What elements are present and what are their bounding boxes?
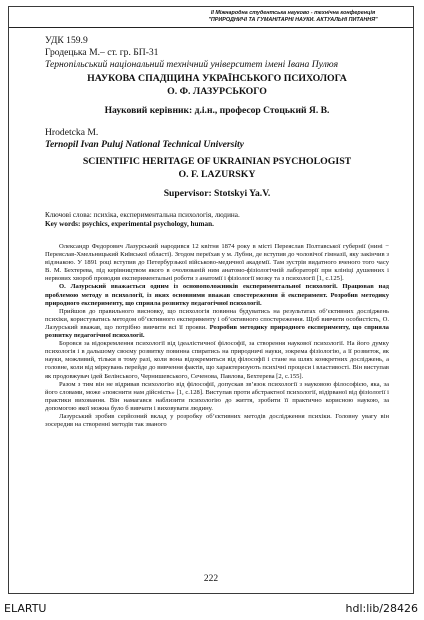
paragraph-6: Лазурський зробив серйозний вклад у розробку об’єктивних методів дослідження психіки. Головну увагу він зосередив на створенні методів так званого (45, 412, 389, 429)
author-ua: Гродецька М.– ст. гр. БП-31 (45, 47, 159, 58)
keywords-en (45, 220, 214, 229)
supervisor-en: Supervisor: Stotskyi Ya.V. (163, 188, 271, 199)
page-number: 222 (203, 574, 219, 584)
udc-code: УДК 159.9 (45, 35, 88, 46)
paragraph-1: Олександр Федорович Лазурський народився 12 квітня 1874 року в місті Переяслав Полтавської губернії (нині − Переяслав-Хмельницький Київської області). Згодом переїхав у м. Лубни, де вступив до чоловічої гімназії, яку закінчив з відзнакою. У 1891 році вступив до Петербурзької військово-медичної академії. Там зустрів видатного вченого того часу В. М. Бехтерева, під керівництвом якого в очолюваній ним анатомо-фізіологічній лабораторії при клініці душевних і нервових хвороб проводив експериментальні роботи з анатомії і фізіології мозку та з психології [1, с.125]. (45, 243, 389, 283)
keywords-ua: Ключові слова: психіка, експериментальна психологія, людина. (45, 211, 240, 219)
title-en-line-2: O. F. LAZURSKY (178, 169, 256, 180)
keywords-en-text: psychics, experimental psychology, human. (80, 220, 214, 228)
title-ua-line-1: НАУКОВА СПАДЩИНА УКРАЇНСЬКОГО ПСИХОЛОГА (87, 73, 347, 84)
supervisor-ua: Науковий керівник: д.і.н., професор Стоцький Я. В. (104, 105, 330, 116)
footer-handle: hdl:lib/28426 (345, 602, 418, 615)
author-en: Hrodetcka M. (45, 127, 99, 138)
conference-line-1: ІІ Міжнародна студентська науково - технічна конференція (210, 10, 376, 16)
document-page (8, 6, 414, 594)
repository-footer (0, 596, 424, 620)
title-en-line-1: SCIENTIFIC HERITAGE OF UKRAINIAN PSYCHOLOGIST (82, 156, 352, 167)
conference-header (173, 10, 413, 24)
paragraph-5: Разом з тим він не відривав психологію від філософії, допускав зв’язок психології з науковою філософією, яка, за його словами, може «пояснити нам дійсність» [1, с.128]. Виступав проти абстрактної психології, відірваної від фізіології і практики виховання. Він намагався наблизити психологію до життя, зробити її практично корисною наукою, за допомогою якої можна було б вивчати і виховувати людину. (45, 380, 389, 412)
paragraph-3-text: Прийшов до правильного висновку, що психологія повинна будуватись на результатах об’єктивних досліджень психіки, користуватись методом об’єктивного експерименту і об’єктивного спостереження. Щоб вивчити особистість, О. Лазурський вважав, що потрібно вивчити всі її прояви. (45, 307, 389, 331)
header-rule (9, 27, 413, 28)
paragraph-4: Боровся за відокремлення психології від ідеалістичної філософії, за створення наукової психології. На його думку психологія і в дальшому своєму розвитку повинна спиратись на природничі науки, зокрема фізіологію, а її розвиток, як науки, можливий, тільки в тому разі, коли вона відокремиться від філософії і стане на шлях конкретних досліджень, а головне, коли від міркувань перейде до вивчення фактів, що характеризують психічні процеси і властивості. Він виступав як продовжувач ідей Белінського, Чернишевського, Сеченова, Павлова, Бехтерева [2, с.155]. (45, 340, 389, 380)
paragraph-3 (45, 308, 389, 340)
paragraph-3-bold: Розробив методику природного експерименту, що сприяла розвитку педагогічної психології. (45, 323, 389, 340)
paragraph-2: О. Лазурський вважається одним із основоположників експериментальної психології. Працював над проблемою методу в психології, із яких основними вважав спостереження й експеримент. Розробив методику природного експерименту, що сприяла розвитку педагогічної психології. (45, 283, 389, 307)
article-body (45, 243, 389, 429)
university-ua: Тернопільський національний технічний університет імені Івана Пулюя (45, 59, 339, 70)
title-ua-line-2: О. Ф. ЛАЗУРСЬКОГО (167, 86, 267, 97)
keywords-en-label: Key words: (45, 220, 81, 228)
university-en: Ternopil Ivan Puluj National Technical University (45, 139, 244, 150)
footer-repository-name: ELARTU (4, 602, 47, 615)
conference-line-2: "ПРИРОДНИЧІ ТА ГУМАНІТАРНІ НАУКИ. АКТУАЛЬНІ ПИТАННЯ" (208, 16, 378, 23)
